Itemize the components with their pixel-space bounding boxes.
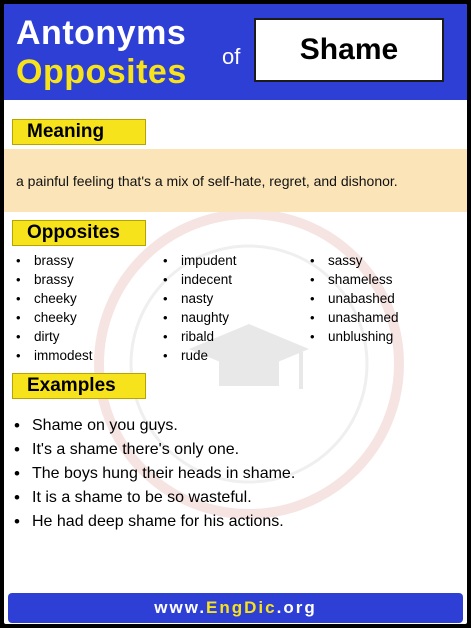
opposite-item: • cheeky xyxy=(12,289,93,308)
opposite-item: • ribald xyxy=(159,327,237,346)
opposite-item: • unashamed xyxy=(306,308,399,327)
opposite-item: • indecent xyxy=(159,270,237,289)
footer-url-link[interactable] xyxy=(8,593,463,623)
meaning-label-text: Meaning xyxy=(27,121,105,142)
opposites-column-2 xyxy=(159,251,237,365)
example-sentence: • He had deep shame for his actions. xyxy=(12,510,295,534)
meaning-text: a painful feeling that's a mix of self-hate, regret, and dishonor. xyxy=(16,172,398,189)
meaning-label xyxy=(12,119,146,145)
opposite-item: • brassy xyxy=(12,251,93,270)
header-banner xyxy=(4,4,467,100)
title-opposites: Opposites xyxy=(16,53,187,91)
opposites-column-1 xyxy=(12,251,93,365)
opposite-item: • nasty xyxy=(159,289,237,308)
opposite-item: • naughty xyxy=(159,308,237,327)
opposite-item: • unabashed xyxy=(306,289,399,308)
examples-label xyxy=(12,373,146,399)
opposite-item: • shameless xyxy=(306,270,399,289)
title-antonyms: Antonyms xyxy=(16,14,187,52)
example-sentence: • It's a shame there's only one. xyxy=(12,438,295,462)
meaning-panel xyxy=(4,149,467,212)
footer-suffix: .org xyxy=(276,598,317,617)
opposite-item: • cheeky xyxy=(12,308,93,327)
example-sentence: • The boys hung their heads in shame. xyxy=(12,462,295,486)
opposite-item: • immodest xyxy=(12,346,93,365)
footer-brand: EngDic xyxy=(206,598,277,617)
examples-list xyxy=(12,414,295,534)
opposite-item: • dirty xyxy=(12,327,93,346)
opposite-item: • rude xyxy=(159,346,237,365)
page-card xyxy=(4,4,467,624)
headword-box xyxy=(254,18,444,82)
footer-prefix: www. xyxy=(154,598,207,617)
opposite-item: • brassy xyxy=(12,270,93,289)
example-sentence: • It is a shame to be so wasteful. xyxy=(12,486,295,510)
example-sentence: • Shame on you guys. xyxy=(12,414,295,438)
opposite-item: • impudent xyxy=(159,251,237,270)
examples-label-text: Examples xyxy=(27,375,116,396)
opposites-label-text: Opposites xyxy=(27,222,120,243)
title-of: of xyxy=(222,44,241,69)
opposites-label xyxy=(12,220,146,246)
opposite-item: • unblushing xyxy=(306,327,399,346)
opposite-item: • sassy xyxy=(306,251,399,270)
headword: Shame xyxy=(299,33,399,66)
opposites-column-3 xyxy=(306,251,399,346)
